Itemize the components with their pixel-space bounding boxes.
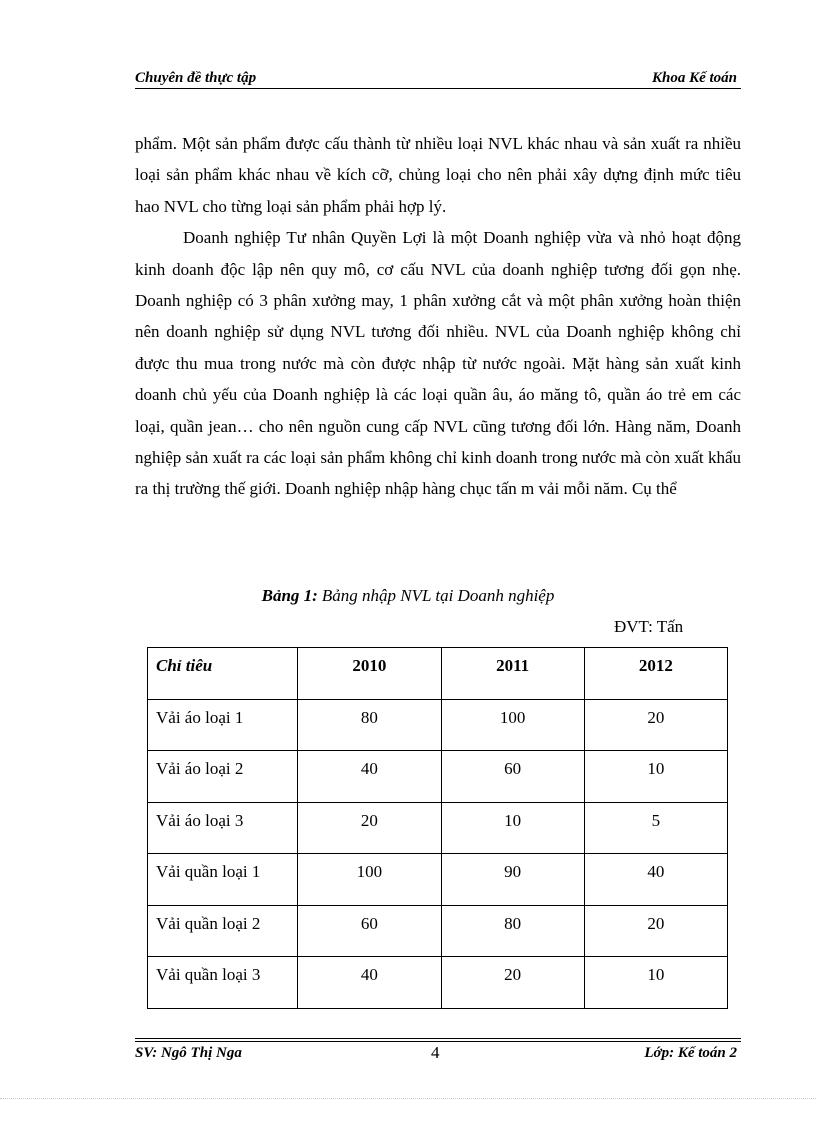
table-cell: 5 bbox=[584, 802, 727, 854]
table-cell: Vải quần loại 2 bbox=[148, 905, 298, 957]
table-cell: 100 bbox=[441, 699, 584, 751]
header-right-text: Khoa Kế toán bbox=[651, 70, 737, 86]
table-cell: 60 bbox=[441, 751, 584, 803]
footer-student: SV: Ngô Thị Nga bbox=[135, 1045, 242, 1061]
page-header bbox=[135, 68, 741, 88]
table-cell: 40 bbox=[298, 751, 441, 803]
table-caption-title: Bảng nhập NVL tại Doanh nghiệp bbox=[321, 586, 555, 605]
page-bottom-border bbox=[0, 1098, 816, 1099]
table-cell: Vải áo loại 3 bbox=[148, 802, 298, 854]
table-row bbox=[148, 751, 728, 803]
table-cell: 100 bbox=[298, 854, 441, 906]
header-left-text: Chuyên đề thực tập bbox=[135, 70, 257, 86]
table-cell: 90 bbox=[441, 854, 584, 906]
page-footer bbox=[135, 1043, 741, 1065]
paragraph-1: phẩm. Một sản phẩm được cấu thành từ nhiều loại NVL khác nhau và sản xuất ra nhiều loại sản phẩm khác nhau về kích cỡ, chủng loại cho nên phải xây dựng định mức tiêu hao NVL cho từng loại sản phẩm phải hợp lý. bbox=[135, 134, 741, 216]
import-table bbox=[147, 647, 728, 1009]
table-cell: Vải áo loại 1 bbox=[148, 699, 298, 751]
header-cell: 2011 bbox=[441, 648, 584, 700]
table-row bbox=[148, 699, 728, 751]
page-number: 4 bbox=[431, 1043, 440, 1062]
table-cell: 20 bbox=[441, 957, 584, 1009]
table-cell: Vải áo loại 2 bbox=[148, 751, 298, 803]
table-row bbox=[148, 905, 728, 957]
table-header-row bbox=[148, 648, 728, 700]
header-cell: 2012 bbox=[584, 648, 727, 700]
table-row bbox=[148, 957, 728, 1009]
footer-divider bbox=[135, 1041, 741, 1042]
table-cell: Vải quần loại 3 bbox=[148, 957, 298, 1009]
footer-class: Lớp: Kế toán 2 bbox=[644, 1045, 737, 1061]
table-cell: 10 bbox=[441, 802, 584, 854]
table-cell: 20 bbox=[298, 802, 441, 854]
table-cell: 60 bbox=[298, 905, 441, 957]
table-caption-label: Bảng 1: bbox=[261, 586, 318, 605]
header-cell: Chỉ tiêu bbox=[148, 648, 298, 700]
table-cell: 40 bbox=[298, 957, 441, 1009]
table-row bbox=[148, 854, 728, 906]
header-divider bbox=[135, 88, 741, 89]
table-cell: 80 bbox=[298, 699, 441, 751]
table-unit: ĐVT: Tấn bbox=[614, 617, 684, 636]
body-text bbox=[135, 128, 741, 505]
table-cell: 40 bbox=[584, 854, 727, 906]
table-cell: 20 bbox=[584, 699, 727, 751]
table-cell: 20 bbox=[584, 905, 727, 957]
header-cell: 2010 bbox=[298, 648, 441, 700]
footer-divider bbox=[135, 1038, 741, 1039]
table-cell: 10 bbox=[584, 751, 727, 803]
paragraph-2: Doanh nghiệp Tư nhân Quyền Lợi là một Doanh nghiệp vừa và nhỏ hoạt động kinh doanh độc lập nên quy mô, cơ cấu NVL của doanh nghiệp tương đối gọn nhẹ. Doanh nghiệp có 3 phân xưởng may, 1 phân xưởng cắt và một phân xưởng hoàn thiện nên doanh nghiệp sử dụng NVL tương đối nhiều. NVL của Doanh nghiệp không chỉ được thu mua trong nước mà còn được nhập từ nước ngoài. Mặt hàng sản xuất kinh doanh chủ yếu của Doanh nghiệp là các loại quần âu, áo măng tô, quần áo trẻ em các loại, quần jean… cho nên nguồn cung cấp NVL cũng tương đối lớn. Hàng năm, Doanh nghiệp sản xuất ra các loại sản phẩm không chỉ kinh doanh trong nước mà còn xuất khẩu ra thị trường thế giới. Doanh nghiệp nhập hàng chục tấn m vải mỗi năm. Cụ thể bbox=[135, 228, 741, 499]
table-cell: 10 bbox=[584, 957, 727, 1009]
table-cell: Vải quần loại 1 bbox=[148, 854, 298, 906]
table-row bbox=[148, 802, 728, 854]
table-cell: 80 bbox=[441, 905, 584, 957]
table-caption bbox=[0, 586, 816, 606]
